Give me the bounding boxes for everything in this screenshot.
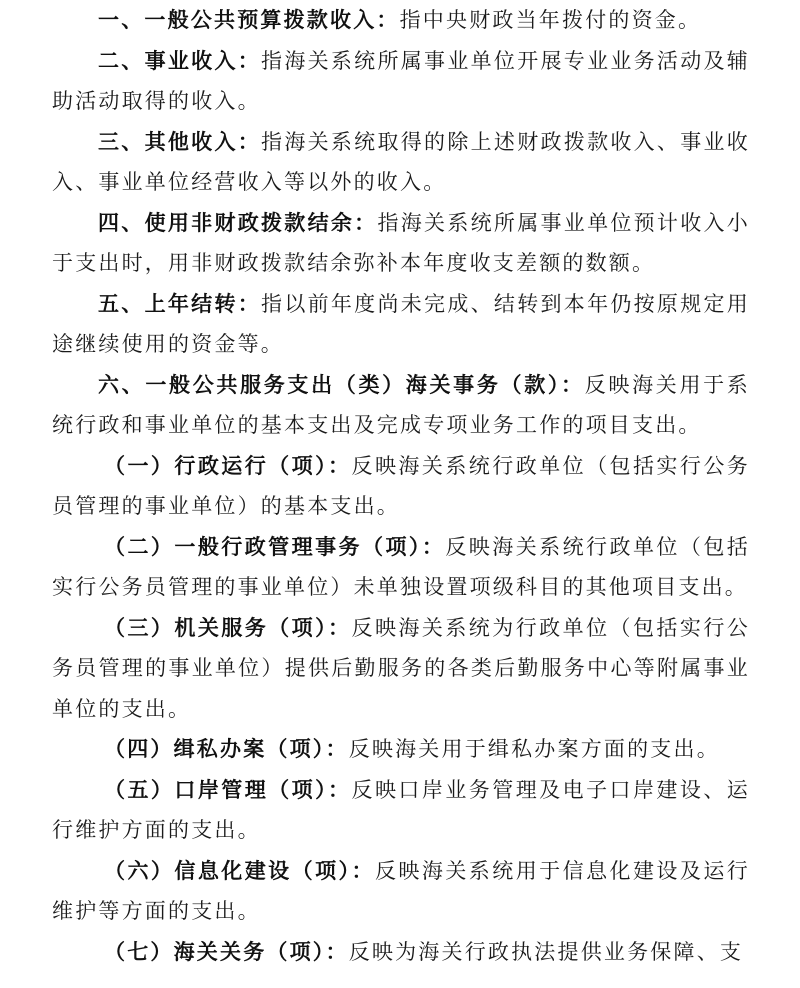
paragraph-general-admin-affairs xyxy=(52,527,750,608)
paragraph-body: 指以前年度尚未完成、结转到本年仍按原规定用途继续使用的资金等。 xyxy=(52,291,751,356)
paragraph-body: 反映海关系统行政单位（包括实行公务员管理的事业单位）的基本支出。 xyxy=(52,453,750,518)
paragraph-heading: 四、使用非财政拨款结余： xyxy=(98,209,378,235)
paragraph-anti-smuggling-cases xyxy=(52,729,750,770)
paragraph-informatization xyxy=(52,851,750,932)
paragraph-body: 反映海关用于系统行政和事业单位的基本支出及完成专项业务工作的项目支出。 xyxy=(52,372,750,437)
paragraph-customs-duty-affairs xyxy=(52,932,750,973)
paragraph-heading: （二）一般行政管理事务（项）： xyxy=(104,533,446,559)
paragraph-customs-affairs-expenditure xyxy=(52,365,750,446)
paragraph-heading: 一、一般公共预算拨款收入： xyxy=(98,7,400,32)
paragraph-body: 指中央财政当年拨付的资金。 xyxy=(399,8,702,32)
paragraph-body: 指海关系统所属事业单位开展专业业务活动及辅助活动取得的收入。 xyxy=(52,48,751,113)
paragraph-body: 指海关系统所属事业单位预计收入小于支出时，用非财政拨款结余弥补本年度收支差额的数额。 xyxy=(52,210,750,275)
paragraph-body: 反映海关系统为行政单位（包括实行公务员管理的事业单位）提供后勤服务的各类后勤服务中心等附属事业单位的支出。 xyxy=(52,615,750,721)
paragraph-heading: （五）口岸管理（项）： xyxy=(104,776,352,802)
body-text xyxy=(52,0,750,972)
paragraph-other-income xyxy=(52,122,750,203)
paragraph-heading: （七）海关关务（项）： xyxy=(104,938,349,964)
paragraph-agency-services xyxy=(52,608,750,730)
paragraph-prior-year-carryover xyxy=(52,284,750,365)
paragraph-body: 指海关系统取得的除上述财政拨款收入、事业收入、事业单位经营收入等以外的收入。 xyxy=(52,129,751,194)
paragraph-body: 反映海关用于缉私办案方面的支出。 xyxy=(348,737,720,761)
paragraph-business-income xyxy=(52,41,750,122)
paragraph-body: 反映海关系统行政单位（包括实行公务员管理的事业单位）未单独设置项级科目的其他项目支出。 xyxy=(52,534,750,599)
paragraph-general-budget-income xyxy=(52,0,750,41)
paragraph-non-fiscal-surplus xyxy=(52,203,750,284)
paragraph-heading: 五、上年结转： xyxy=(98,290,262,316)
paragraph-port-management xyxy=(52,770,750,851)
paragraph-heading: （四）缉私办案（项）： xyxy=(104,736,349,761)
paragraph-administrative-operation xyxy=(52,446,750,527)
paragraph-heading: （六）信息化建设（项）： xyxy=(104,857,375,883)
paragraph-body: 反映海关系统用于信息化建设及运行维护等方面的支出。 xyxy=(52,858,750,923)
paragraph-heading: 三、其他收入： xyxy=(98,128,262,154)
paragraph-heading: （三）机关服务（项）： xyxy=(104,614,352,640)
paragraph-body: 反映为海关行政执法提供业务保障、支 xyxy=(348,939,744,964)
paragraph-heading: （一）行政运行（项）： xyxy=(104,452,352,478)
paragraph-heading: 二、事业收入： xyxy=(98,47,262,73)
paragraph-body: 反映口岸业务管理及电子口岸建设、运行维护方面的支出。 xyxy=(52,777,750,842)
paragraph-heading: 六、一般公共服务支出（类）海关事务（款）： xyxy=(98,371,585,397)
